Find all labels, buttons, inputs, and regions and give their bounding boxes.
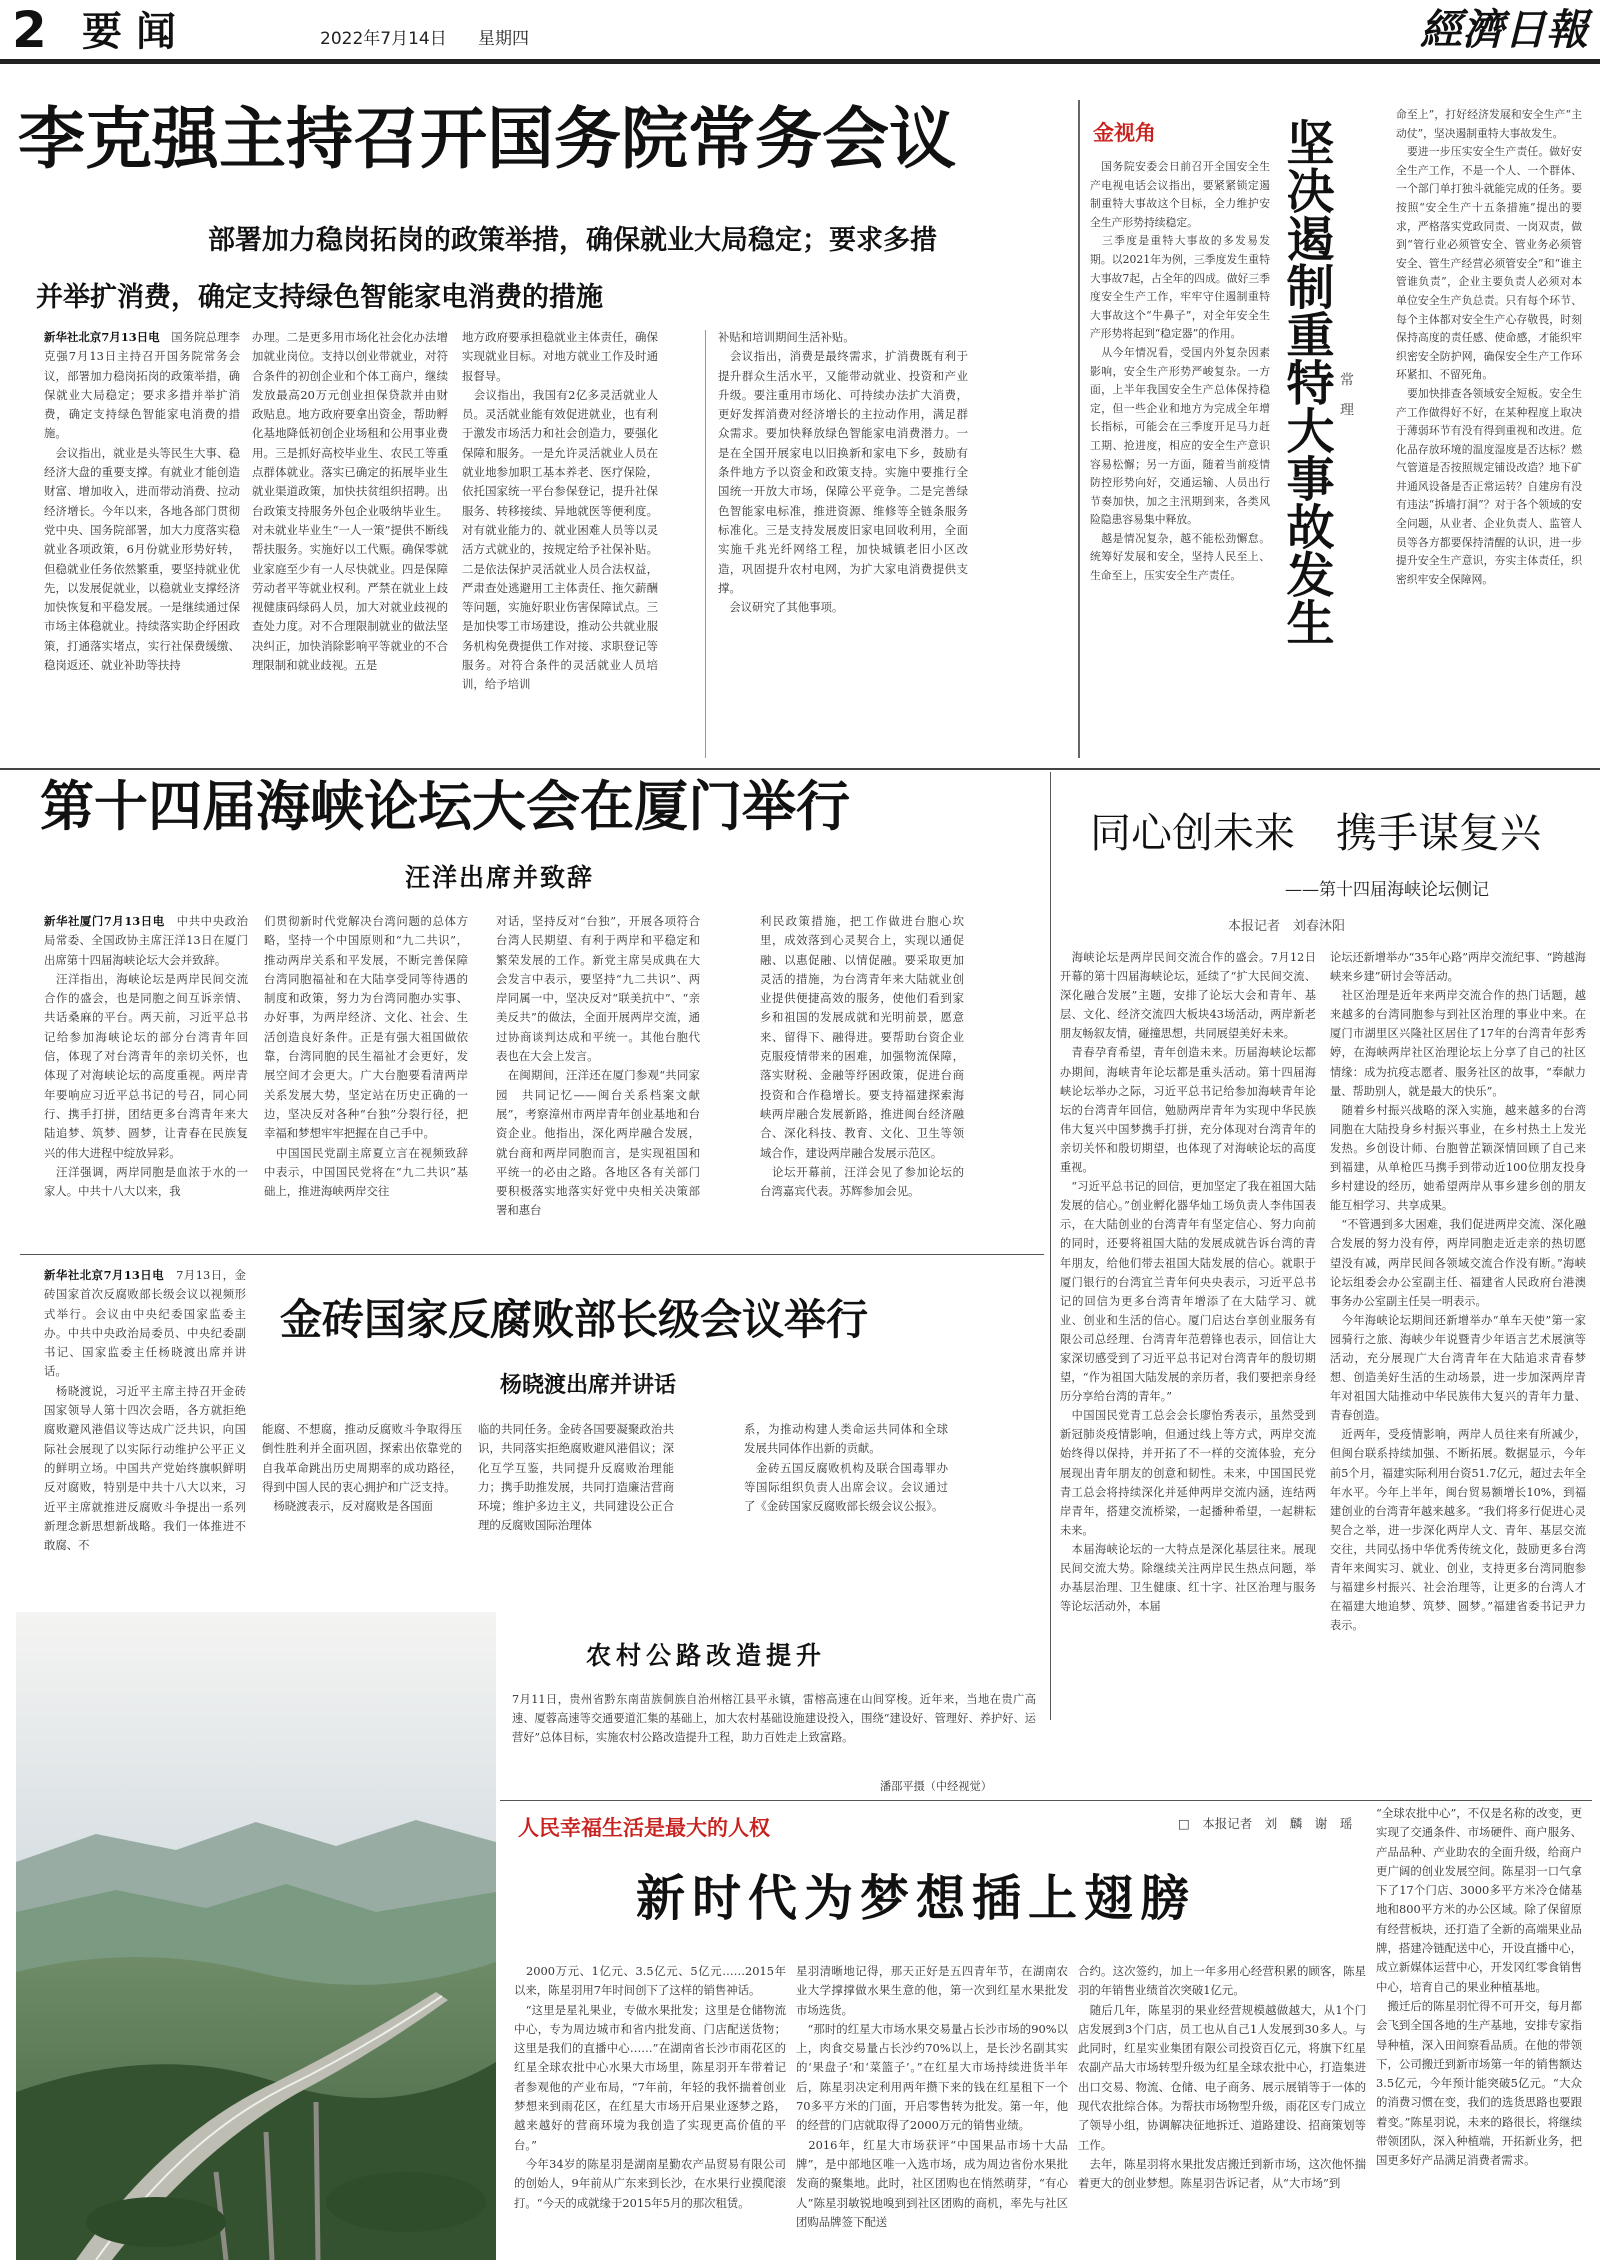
art4-title: 新时代为梦想插上翅膀 (636, 1869, 1197, 1927)
art4-tag: 人民幸福生活是最大的人权 (518, 1816, 770, 1840)
feature-col-2: 论坛还新增举办“35年心路”两岸交流纪事、“跨越海峡来乡建”研讨会等活动。 社区治理是近年来两岸交流合作的热门话题，越来越多的台湾同胞参与到社区治理的事业中来。在厦门市湖里区兴隆社区居住了17年的台湾青年彭秀婷，在海峡两岸社区治理论坛上分享了自己的社区情缘：成为抗疫志愿者、服务社区的故事，“奉献力量、帮助别人，就是最大的快乐”。 随着乡村振兴战略的深入实施，越来越多的台湾同胞在大陆投身乡村振兴事业，在乡村热土上发光发热。乡创设计师、台胞曾芷颖深情回顾了自己来到福建，从单枪匹马携手到带动近100位朋友投身乡村建设的经历，她希望两岸从事乡建乡创的朋友能互相学习、共享成果。 “不管遇到多大困难，我们促进两岸交流、深化融合发展的努力没有停，两岸同胞走近走亲的热切愿望没有减，两岸民间各领域交流合作没有断。”海峡论坛组委会办公室副主任、福建省人民政府台港澳事务办公室副主任吴一明表示。 今年海峡论坛期间还新增举办“单车天使”第一家园骑行之旅、海峡少年说暨青少年语言艺术展演等活动，充分展现广大台湾青年在大陆追求青春梦想、创造美好生活的生动场景，进一步加深两岸青年对祖国大陆推动中华民族伟大复兴的青年力量、青春创造。 近两年，受疫情影响，两岸人员往来有所减少，但闽台联系持续加强、不断拓展。数据显示，今年前5个月，福建实际利用台资51.7亿元，超过去年全年水平。今年上半年，闽台贸易额增长10%，到福建创业的台湾青年越来越多。“我们将多行促进心灵契合之举，进一步深化两岸人文、青年、基层交流交往，共同弘扬中华优秀传统文化，鼓励更多台湾青年来闽实习、就业、创业，支持更多台湾同胞参与福建乡村振兴、社会治理等，让更多的台湾人才在福建大地追梦、筑梦、圆梦。”福建省委书记尹力表示。 (1330, 951, 1586, 1633)
art3-subtitle: 杨晓渡出席并讲话 (500, 1373, 677, 1398)
art2-title: 第十四届海峡论坛大会在厦门举行 (40, 775, 850, 838)
art1-col-3: 地方政府要承担稳就业主体责任，确保实现就业目标。对地方就业工作及时通报督导。 会议指出，我国有2亿多灵活就业人员。灵活就业能有效促进就业，也有利于激发市场活力和社会创造力，要强化保障和服务。一是允许灵活就业人员在就业地参加职工基本养老、医疗保险，依托国家统一平台参保登记，提升社保服务、转移接续、异地就医等便利度。对有就业能力的、就业困难人员等以灵活方式就业的，按规定给予社保补贴。二是依法保护灵活就业人员合法权益，严肃查处逃避用工主体责任、拖欠薪酬等问题，实施好职业伤害保障试点。三是加快零工市场建设，推动公共就业服务机构免费提供工作对接、求职登记等服务。对符合条件的灵活就业人员培训，给予培训 (462, 330, 658, 692)
art3-col-4: 系，为推动构建人类命运共同体和全球发展共同体作出新的贡献。 金砖五国反腐败机构及联合国毒罪办等国际组织负责人出席会议。会议通过了《金砖国家反腐败部长级会议公报》。 (744, 1422, 948, 1514)
art4-col-1: 2000万元、1亿元、3.5亿元、5亿元……2015年以来，陈星羽用7年时间创下了这样的销售神话。 “这里是星礼果业，专做水果批发；这里是仓储物流中心，专为周边城市和省内批发商、门店配送货物；这里是我们的直播中心……”在湖南省长沙市雨花区的红星全球农批中心水果大市场里，陈星羽开车带着记者参观他的产业布局，“7年前，年轻的我怀揣着创业梦想来到雨花区，在红星大市场开启果业逐梦之路，越来越好的营商环境为我创造了实现更高价值的平台。” 今年34岁的陈星羽是湖南星勤农产品贸易有限公司的创始人，9年前从广东来到长沙，在水果行业摸爬滚打。“今天的成就缘于2015年5月的那次租赁。 (514, 1964, 786, 2210)
section-rule-3 (500, 1800, 1592, 1801)
art1-col-1 (44, 328, 240, 762)
vertical-divider-main (1050, 772, 1051, 1720)
feature-title: 同心创未来 携手谋复兴 (1090, 809, 1541, 857)
art1-subtitle-2: 并举扩消费，确定支持绿色智能家电消费的措施 (36, 282, 603, 313)
page-number: 2 (12, 1, 47, 59)
art1-col-4: 补贴和培训期间生活补贴。 会议指出，消费是最终需求，扩消费既有利于提升群众生活水平，又能带动就业、投资和产业升级。要注重用市场化、可持续办法扩大消费，更好发挥消费对经济增长的主拉动作用，满足群众需求。要加快释放绿色智能家电消费潜力。一是在全国开展家电以旧换新和家电下乡，鼓励有条件地方予以资金和政策支持。实施中要推行全国统一开放大市场，保障公平竞争。二是完善绿色智能家电标准，推进资源、维修等全链条服务标准化。三是支持发展废旧家电回收利用，全面实施千兆光纤网络工程，加快城镇老旧小区改造，巩固提升农村电网，为扩大家电消费提供支撑。 会议研究了其他事项。 (718, 330, 968, 615)
art2-col-4: 利民政策措施，把工作做进台胞心坎里，成效落到心灵契合上，实现以通促融、以惠促融、以情促融。要采取更加灵活的措施，为台湾青年来大陆就业创业提供便捷高效的服务，使他们看到家乡和祖国的发展成就和光明前景，愿意来、留得下、融得进。要帮助台资企业克服疫情带来的困难，加强物流保障，落实财税、金融等纾困政策，促进台商投资和合作稳增长。要支持福建探索海峡两岸融合发展新路，推进闽台经济融合、深化科技、教育、文化、卫生等领域合作，建设两岸融合发展示范区。 论坛开幕前，汪洋会见了参加论坛的台湾嘉宾代表。苏辉参加会见。 (760, 914, 964, 1199)
insight-byline: 常理 (1338, 372, 1354, 432)
feature-col-1: 海峡论坛是两岸民间交流合作的盛会。7月12日开幕的第十四届海峡论坛，延续了“扩大民间交流、深化融合发展”主题，安排了论坛大会和青年、基层、文化、经济交流四大板块43场活动，两岸新老朋友畅叙友情，碰撞思想，共同展望美好未来。 青春孕育希望，青年创造未来。历届海峡论坛都办期间，海峡青年论坛都是重头活动。第十四届海峡论坛举办之际，习近平总书记给参加海峡青年论坛的台湾青年回信，勉励两岸青年为实现中华民族伟大复兴中国梦携手打拼，充分体现对台湾青年的亲切关怀和殷切期望，也体现了对海峡论坛的高度重视。 “习近平总书记的回信，更加坚定了我在祖国大陆发展的信心。”创业孵化器华灿工场负责人李伟国表示，在大陆创业的台湾青年有坚定信心、努力向前的同时，还要将祖国大陆的发展成就告诉台湾的青年朋友，给他们带去祖国大陆发展的信心。就职于厦门银行的台湾宜兰青年何央央表示，习近平总书记的回信为更多台湾青年增添了在大陆学习、就业、创业和生活的信心。厦门启达台享创业服务有限公司总经理、台湾青年范碧锋也表示，回信让大家深切感受到了习近平总书记对台湾青年的殷切期望，“作为祖国大陆发展的亲历者，我们要把亲身经历分享给台湾的青年。” 中国国民党青工总会会长廖怡秀表示，虽然受到新冠肺炎疫情影响，但通过线上等方式，两岸交流始终得以保持，并开拓了不一样的交流体验，充分展现出青年朋友的创意和韧性。未来，中国国民党青工总会将持续深化并延伸两岸交流内涵，连结两岸青年，搭建交流桥梁，一起播种希望，一起耕耘未来。 本届海峡论坛的一大特点是深化基层往来。展现民间交流大势。除继续关注两岸民生热点问题，举办基层治理、卫生健康、红十字、社区治理与服务等论坛活动外，本届 (1060, 951, 1316, 1614)
art3-col-2: 能腐、不想腐，推动反腐败斗争取得压倒性胜利并全面巩固，探索出依靠党的自我革命跳出历史周期率的成功路径，得到中国人民的衷心拥护和广泛支持。 杨晓渡表示，反对腐败是各国面 (262, 1422, 462, 1514)
masthead-rule (0, 59, 1600, 64)
section-rule-2 (20, 1254, 1044, 1255)
art2-dateline: 新华社厦门7月13日电 (44, 914, 165, 928)
photo-credit: 潘邵平摄（中经视觉） (880, 1780, 992, 1793)
issue-date: 2022年7月14日 (320, 29, 447, 49)
art1-title: 李克强主持召开国务院常务会议 (18, 100, 956, 178)
art4-col-0: “全球农批中心”，不仅是名称的改变，更实现了交通条件、市场硬件、商户服务、产品品种、产业助农的全面升级，给商户更广阔的创业发展空间。陈星羽一口气拿下了17个门店、3000多平方米冷仓储基地和800平方米的办公区域。除了保留原有经营板块，还打造了全新的高端果业品牌，搭建冷链配送中心，开设直播中心，成立新媒体运营中心，开发冈红零食销售中心，培育自己的果业种植基地。 搬迁后的陈星羽忙得不可开交，每月都会飞到全国各地的生产基地，安排专家指导种植，深入田间察看品质。在他的带领下，公司搬迁到新市场第一年的销售额达3.5亿元，今年预计能突破5亿元。“大众的消费习惯在变，我们的选货思路也要跟着变。”陈星羽说，未来的路很长，将继续带领团队，深入种植端，开拓新业务，把国更多好产品满足消费者需求。 (1376, 1806, 1582, 2168)
insight-col-2: 命至上”，打好经济发展和安全生产“主动仗”，坚决遏制重特大事故发生。 要进一步压实安全生产责任。做好安全生产工作，不是一个人、一个群体、一个部门单打独斗就能完成的任务。要按照“安全生产十五条措施”提出的要求，严格落实党政同责、一岗双责，做到“管行业必须管安全、管业务必须管安全、管生产经营必须管安全”和“谁主管谁负责”，企业主要负责人必须对本单位安全生产负总责。只有每个环节、每个主体都对安全生产心存敬畏，时刻保持高度的责任感、使命感，才能织牢织密安全防护网，确保安全生产工作环环紧扣、不留死角。 要加快排查各领域安全短板。安全生产工作做得好不好，在某种程度上取决于薄弱环节有没有得到重视和改进。危化品存放环境的温度湿度是否达标？燃气管道是否按照规定铺设改造？地下矿井通风设备是否正常运转？自建房有没有违法“拆墙打洞”？对于各个领域的安全问题，从业者、企业负责人、监管人员等各方都要保持清醒的认识，进一步提升安全生产意识，夯实主体责任，织密织牢安全保障网。 (1396, 108, 1582, 586)
art3-dateline: 新华社北京7月13日电 (44, 1268, 165, 1282)
photo-caption: 7月11日，贵州省黔东南苗族侗族自治州榕江县平永镇，雷榕高速在山间穿梭。近年来，当地在贵广高速、厦蓉高速等交通要道汇集的基础上，加大农村基础设施建设投入，围绕“建设好、管理好、养护好、运营好”总体目标，实施农村公路改造提升工程，助力百姓走上致富路。 (512, 1693, 1036, 1744)
art1-subtitle-1: 部署加力稳岗拓岗的政策举措，确保就业大局稳定；要求多措 (208, 225, 937, 256)
paper-logo: 經濟日報 (1420, 5, 1589, 54)
section-name: 要闻 (82, 8, 190, 55)
photo-title: 农村公路改造提升 (586, 1641, 827, 1670)
art1-dateline: 新华社北京7月13日电 (44, 330, 160, 344)
insight-top-rule (1078, 100, 1080, 758)
art1-col-2: 办理。二是更多用市场化社会化办法增加就业岗位。支持以创业带就业，对符合条件的初创企业和个体工商户，继续发放最高20万元创业担保贷款并由财政贴息。地方政府要拿出资金，帮助孵化基地降低初创企业场租和公用事业费用。三是抓好高校毕业生、农民工等重点群体就业。落实已确定的拓展毕业生就业渠道政策，加快扶贫组织招聘。出台政策支持服务外包企业吸纳毕业生。对未就业毕业生“一人一策”提供不断线帮扶服务。实施好以工代赈。确保零就业家庭至少有一人尽快就业。四是保障劳动者平等就业权利。严禁在就业上歧视健康码绿码人员，加大对就业歧视的查处力度。对不合理限制就业的做法坚决纠正，加快消除影响平等就业的不合理限制和就业歧视。五是 (252, 330, 448, 673)
feature-subtitle: ——第十四届海峡论坛侧记 (1285, 880, 1489, 900)
insight-title: 坚决遏制重特大事故发生 (1278, 118, 1334, 646)
art4-col-2: 星羽清晰地记得，那天正好是五四青年节，在湖南农业大学撑撑做水果生意的他，第一次到红星水果批发市场选货。 “那时的红星大市场水果交易量占长沙市场的90%以上，肉食交易量占长沙约70%以上，是长沙名副其实的‘果盘子’和‘菜篮子’。”在红星大市场持续进货半年后，陈星羽决定利用两年攒下来的钱在红星租下一个70多平方米的门面，开启零售转为批发。第一年，他的经营的门店就取得了2000万元的销售业绩。 2016年，红星大市场获评“中国果品市场十大品牌”，是中部地区唯一入选市场，成为周边省份水果批发商的聚集地。此时，社区团购也在悄然萌芽，“有心人”陈星羽敏锐地嗅到到社区团购的商机，率先与社区团购品牌签下配送 (796, 1964, 1068, 2229)
insight-col-1: 国务院安委会日前召开全国安全生产电视电话会议指出，要紧紧锁定遏制重特大事故这个目标，全力维护安全生产形势持续稳定。 三季度是重特大事故的多发易发期。以2021年为例，三季度发生重特大事故7起，占全年的四成。做好三季度安全生产工作，牢牢守住遏制重特大事故这个“牛鼻子”，对全年安全生产形势将起到“稳定器”的作用。 从今年情况看，受国内外复杂因素影响，安全生产形势严峻复杂。一方面，上半年我国安全生产总体保持稳定，但一些企业和地方为完成全年增长指标，可能会在三季度开足马力赶工期、抢进度，相应的安全生产意识容易松懈；另一方面，随着当前疫情防控形势向好，交通运输、人员出行节奏加快，加之主汛期到来，各类风险隐患容易集中释放。 越是情况复杂，越不能松劲懈怠。统筹好发展和安全，坚持人民至上、生命至上，压实安全生产责任。 (1090, 160, 1270, 583)
insight-tag: 金视角 (1093, 121, 1156, 145)
art2-col-2: 们贯彻新时代党解决台湾问题的总体方略，坚持一个中国原则和“九二共识”，推动两岸关系和平发展，不断完善保障台湾同胞福祉和在大陆享受同等待遇的制度和政策，努力为台湾同胞办实事、办好事，为两岸经济、文化、社会、生活创造良好条件。正是有强大祖国做依靠，台湾同胞的民生福祉才会更好，发展空间才会更大。广大台胞要看清两岸关系发展大势，坚定站在历史正确的一边，坚决反对各种“台独”分裂行径，把幸福和梦想牢牢把握在自己手中。 中国国民党副主席夏立言在视频致辞中表示，中国国民党将在“九二共识”基础上，推进海峡两岸交往 (264, 914, 468, 1199)
art2-col-1 (44, 912, 248, 1248)
art3-col-1 (44, 1266, 246, 1592)
art4-col-3: 合约。这次签约，加上一年多用心经营积累的顾客，陈星羽的年销售业绩首次突破1亿元。 随后几年，陈星羽的果业经营规模越做越大，从1个门店发展到3个门店，员工也从自己1人发展到30多人。与此同时，红星实业集团有限公司投资百亿元，将旗下红星农副产品大市场转型升级为红星全球农批中心，打造集进出口交易、物流、仓储、电子商务、展示展销等于一体的现代农批综合体。为帮扶市场物型升级，雨花区专门成立了领导小组，协调解决征地拆迁、道路建设、招商策划等工作。 去年，陈星羽将水果批发店搬迁到新市场，这次他怀揣着更大的创业梦想。陈星羽告诉记者，从“大市场”到 (1078, 1964, 1366, 2191)
art1-text-1: 国务院总理李克强7月13日主持召开国务院常务会议，部署加力稳岗拓岗的政策举措，确保就业大局稳定；要求多措并举扩消费，确定支持绿色智能家电消费的措施。 会议指出，就业是头等民生大事、稳经济大盘的重要支撑。有就业才能创造财富、增加收入，进而带动消费、拉动经济增长。今年以来，各地各部门贯彻党中央、国务院部署，加大力度落实稳就业各项政策，6月份就业形势好转，但稳就业任务依然繁重，要坚持就业优先，以发展促就业，以稳就业支撑经济加快恢复和平稳发展。一是继续通过保市场主体稳就业。持续落实助企纾困政策，打通落实堵点，实行社保费缓缴、稳岗返还、就业补助等扶持 (44, 330, 240, 673)
art3-text-1: 7月13日，金砖国家首次反腐败部长级会议以视频形式举行。会议由中央纪委国家监委主办。中共中央政治局委员、中央纪委副书记、国家监委主任杨晓渡出席并讲话。 杨晓渡说，习近平主席主持召开金砖国家领导人第十四次会晤，各方就拒绝腐败避风港倡议等达成广泛共识，向国际社会展现了以实际行动维护公平正义的鲜明立场。中国共产党始终旗帜鲜明反对腐败，特别是中共十八大以来，习近平主席就推进反腐败斗争提出一系列新理念新思想新战略。我们一体推进不敢腐、不 (44, 1268, 246, 1553)
art3-title: 金砖国家反腐败部长级会议举行 (280, 1295, 869, 1344)
art1-col-divider (705, 330, 706, 758)
art2-col-3: 对话，坚持反对“台独”，开展各项符合台湾人民期望、有利于两岸和平稳定和繁荣发展的工作。新党主席吴成典在大会发言中表示，要坚持“九二共识”、两岸同属一中，坚决反对“联美抗中”、“亲美反共”的做法，全面开展两岸交流，通过协商谈判达成和平统一。其他台胞代表也在大会上发言。 在闽期间，汪洋还在厦门参观“共同家园 共同记忆——闽台关系档案文献展”，考察漳州市两岸青年创业基地和台资企业。他指出，深化两岸融合发展，就台商和两岸同胞而言，是实现祖国和平统一的必由之路。各地区各有关部门要积极落实地落实好党中央相关决策部署和惠台 (496, 914, 700, 1218)
art2-subtitle: 汪洋出席并致辞 (405, 863, 595, 892)
art4-byline: □ 本报记者 刘 麟 谢 瑶 (1178, 1816, 1353, 1831)
issue-weekday: 星期四 (478, 29, 529, 49)
photo-rural-road (16, 1612, 496, 2260)
feature-byline: 本报记者 刘春沐阳 (1228, 919, 1346, 934)
art2-text-1: 中共中央政治局常委、全国政协主席汪洋13日在厦门出席第十四届海峡论坛大会并致辞。 汪洋指出，海峡论坛是两岸民间交流合作的盛会，也是同胞之间互诉亲情、共话桑麻的平台。两天前，习近平总书记给参加海峡论坛的部分台湾青年回信，体现了对台湾青年的亲切关怀，也体现了对海峡论坛的高度重视。两岸青年要响应习近平总书记的号召，同心同行、携手打拼，团结更多台湾青年来大陆追梦、筑梦、圆梦，让青春在民族复兴的伟大进程中绽放异彩。 汪洋强调，两岸同胞是血浓于水的一家人。中共十八大以来，我 (44, 914, 248, 1199)
photo-illustration (16, 1612, 496, 2260)
art3-col-3: 临的共同任务。金砖各国要凝聚政治共识，共同落实拒绝腐败避风港倡议；深化互学互鉴，共同提升反腐败治理能力；携手助推发展，共同打造廉洁营商环境；维护多边主义，共同建设公正合理的反腐败国际治理体 (478, 1422, 674, 1533)
